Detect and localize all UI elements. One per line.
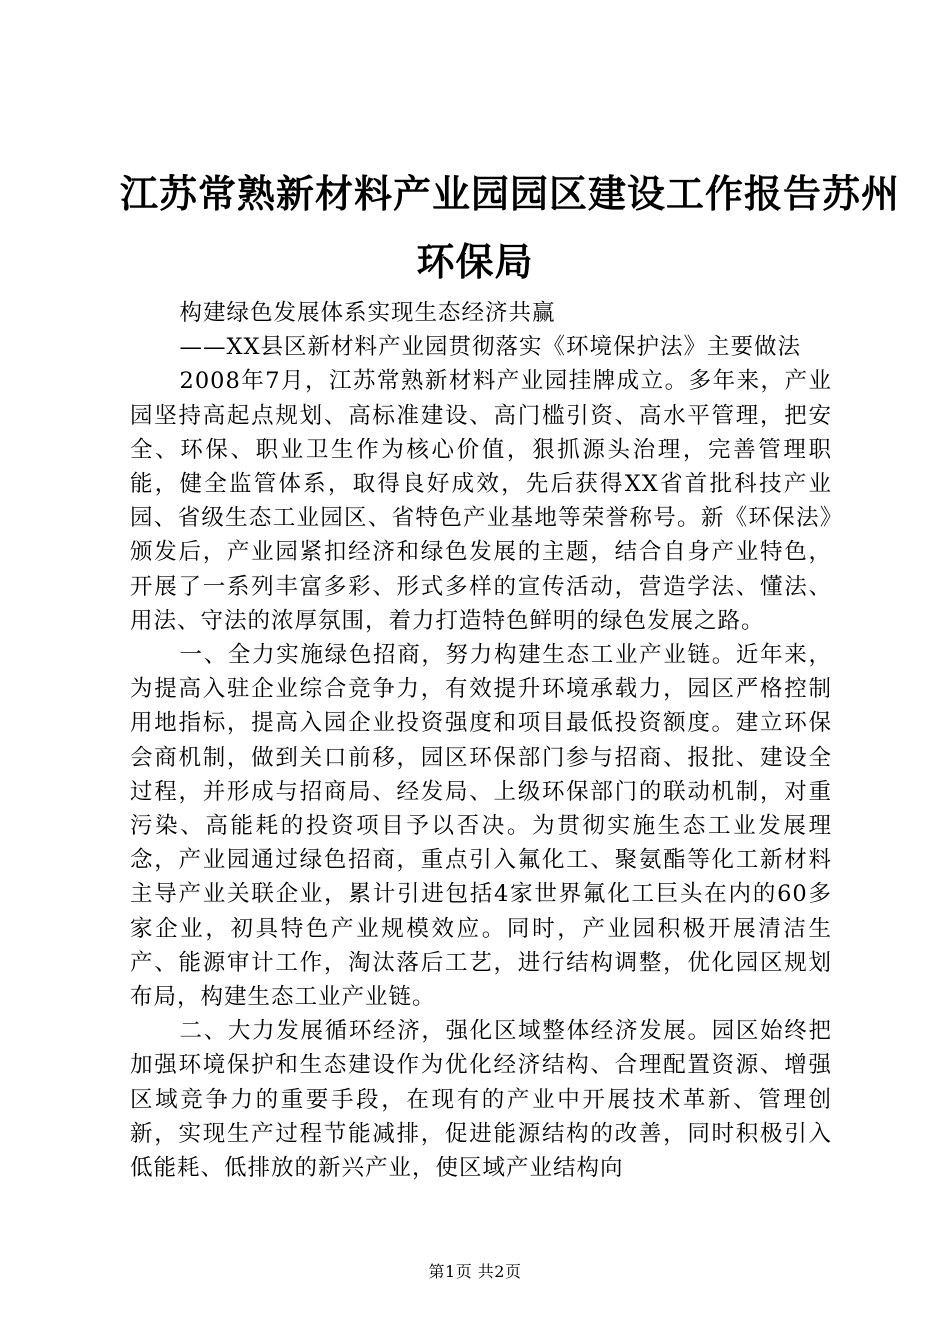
document-title [120,160,901,296]
title-line-2: 环保局 [416,239,534,284]
paragraph-section-2: 二、大力发展循环经济，强化区域整体经济发展。园区始终把加强环境保护和生态建设作为优化经济结构、合理配置资源、增强区域竞争力的重要手段，在现有的产业中开展技术革新、管理创新，实现生产过程节能减排，促进能源结构的改善，同时积极引入低能耗、低排放的新兴产业，使区域产业结构向 [130,1018,832,1182]
page-number-footer: 第1页 共2页 [428,1262,522,1281]
paragraph-intro: 2008年7月，江苏常熟新材料产业园挂牌成立。多年来，产业园坚持高起点规划、高标准建设、高门槛引资、高水平管理，把安全、环保、职业卫生作为核心价值，狠抓源头治理，完善管理职能，健全监管体系，取得良好成效，先后获得XX省首批科技产业园、省级生态工业园区、省特色产业基地等荣誉称号。新《环保法》颁发后，产业园紧扣经济和绿色发展的主题，结合自身产业特色，开展了一系列丰富多彩、形式多样的宣传活动，营造学法、懂法、用法、守法的浓厚氛围，着力打造特色鲜明的绿色发展之路。 [130,368,832,634]
subtitle: 构建绿色发展体系实现生态经济共赢 [179,300,556,326]
paragraph-section-1: 一、全力实施绿色招商，努力构建生态工业产业链。近年来，为提高入驻企业综合竞争力，有效提升环境承载力，园区严格控制用地指标，提高入园企业投资强度和项目最低投资额度。建立环保会商机制，做到关口前移，园区环保部门参与招商、报批、建设全过程，并形成与招商局、经发局、上级环保部门的联动机制，对重污染、高能耗的投资项目予以否决。为贯彻实施生态工业发展理念，产业园通过绿色招商，重点引入氟化工、聚氨酯等化工新材料主导产业关联企业，累计引进包括4家世界氟化工巨头在内的60多家企业，初具特色产业规模效应。同时，产业园积极开展清洁生产、能源审计工作，淘汰落后工艺，进行结构调整，优化园区规划布局，构建生态工业产业链。 [130,642,832,1011]
title-line-1: 江苏常熟新材料产业园园区建设工作报告苏州 [120,171,901,216]
byline: ——XX县区新材料产业园贯彻落实《环境保护法》主要做法 [179,334,802,361]
document-body [130,296,832,1185]
